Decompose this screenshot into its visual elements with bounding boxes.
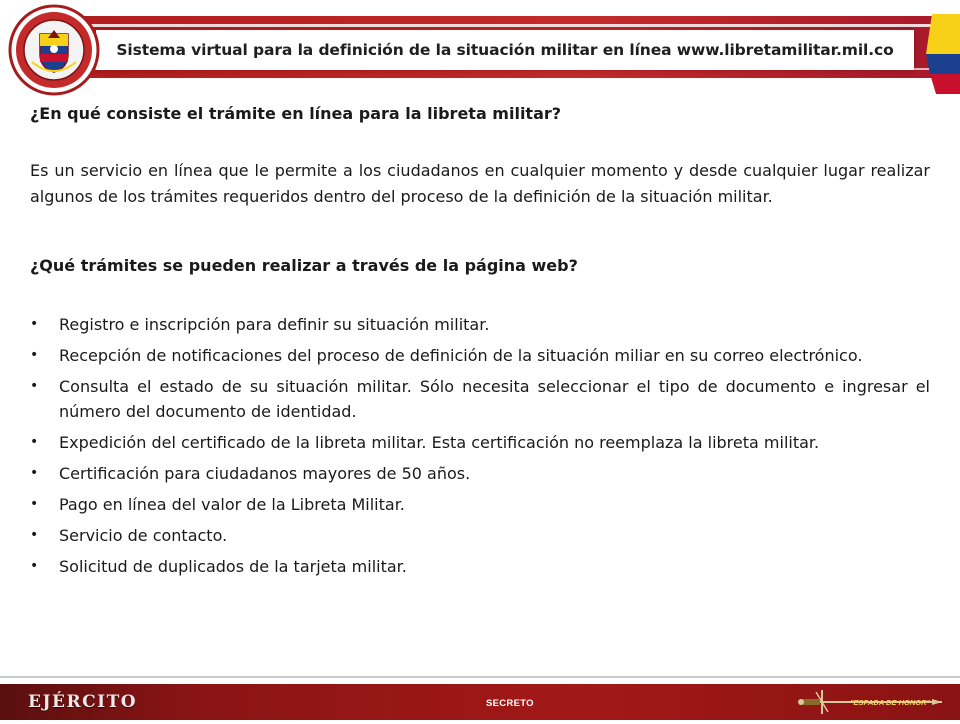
list-item [30,430,930,455]
bullet-icon: • [30,347,39,363]
list-item [30,343,930,368]
list-item [30,461,930,486]
list-item [30,312,930,337]
page-title: Sistema virtual para la definición de la situación militar en línea www.libretamilitar.mil.co [116,41,894,59]
bullet-list [30,312,930,585]
list-item-text: Solicitud de duplicados de la tarjeta militar. [59,557,407,576]
list-item-text: Expedición del certificado de la libreta militar. Esta certificación no reemplaza la libreta militar. [59,433,820,452]
army-emblem-icon [4,0,104,100]
header [0,0,960,100]
footer [0,670,960,720]
footer-brand-logo: EJÉRCITO [28,692,138,712]
bullet-icon: • [30,378,39,394]
list-item [30,554,930,579]
list-item-text: Registro e inscripción para definir su situación militar. [59,315,490,334]
list-item [30,523,930,548]
footer-divider [0,676,960,678]
question-heading: ¿En qué consiste el trámite en línea para la libreta militar? [30,104,562,123]
footer-motto: "ESPADA DE HONOR" [850,698,931,707]
list-item-text: Servicio de contacto. [59,526,228,545]
bullet-icon: • [30,527,39,543]
list-item [30,492,930,517]
bullet-icon: • [30,496,39,512]
list-item-text: Pago en línea del valor de la Libreta Militar. [59,495,405,514]
list-item-text: Certificación para ciudadanos mayores de 50 años. [59,464,471,483]
bullet-icon: • [30,558,39,574]
classification-label: SECRETO [486,698,534,709]
colombia-flag-icon [926,14,960,94]
bullet-icon: • [30,465,39,481]
list-item-text: Consulta el estado de su situación militar. Sólo necesita seleccionar el tipo de documento e ingresar el número del documento de identidad. [59,377,930,421]
paragraph: Es un servicio en línea que le permite a los ciudadanos en cualquier momento y desde cualquier lugar realizar algunos de los trámites requeridos dentro del proceso de la definición de la situación militar. [30,161,930,206]
question-heading: ¿Qué trámites se pueden realizar a través de la página web? [30,256,578,275]
list-item-text: Recepción de notificaciones del proceso de definición de la situación miliar en su correo electrónico. [59,346,863,365]
bullet-icon: • [30,434,39,450]
bullet-icon: • [30,316,39,332]
list-item [30,374,930,424]
